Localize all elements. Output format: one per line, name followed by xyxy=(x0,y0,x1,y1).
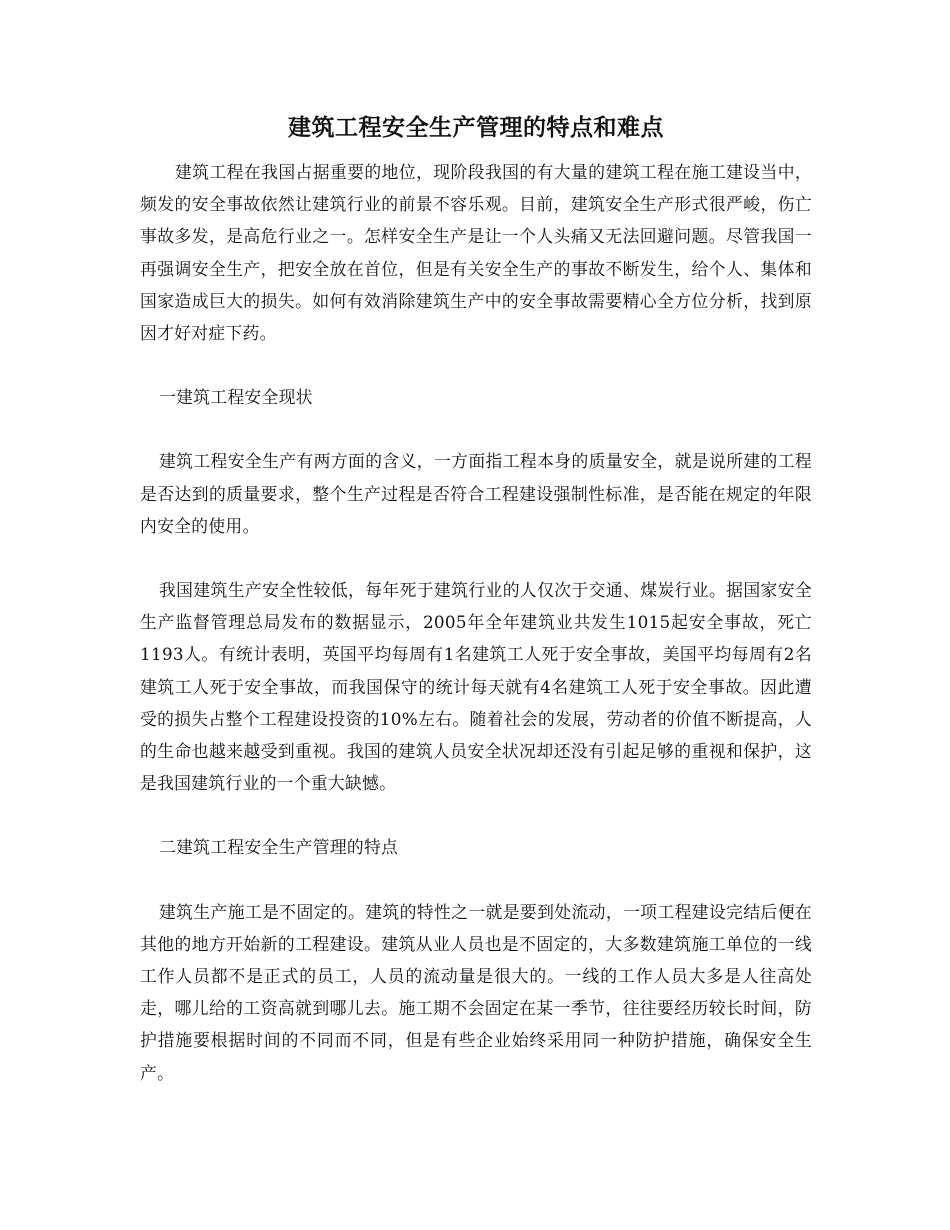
paragraph-spacer xyxy=(140,864,812,896)
paragraph-spacer xyxy=(140,799,812,831)
section-heading-1: 一建筑工程安全现状 xyxy=(159,387,313,408)
paragraph-spacer xyxy=(140,413,812,445)
section-heading-2: 二建筑工程安全生产管理的特点 xyxy=(159,837,399,858)
section2-paragraph-1: 建筑生产施工是不固定的。建筑的特性之一就是要到处流动，一项工程建设完结后便在其他的地方开始新的工程建设。建筑从业人员也是不固定的，大多数建筑施工单位的一线工作人员都不是正式的员工，人员的流动量是很大的。一线的工作人员大多是人往高处走，哪儿给的工资高就到哪儿去。施工期不会固定在某一季节，往往要经历较长时间，防护措施要根据时间的不同而不同，但是有些企业始终采用同一种防护措施，确保安全生产。 xyxy=(140,901,812,1083)
section1-paragraph-1: 建筑工程安全生产有两方面的含义，一方面指工程本身的质量安全，就是说所建的工程是否达到的质量要求，整个生产过程是否符合工程建设强制性标准，是否能在规定的年限内安全的使用。 xyxy=(140,451,812,536)
section1-paragraph-2: 我国建筑生产安全性较低，每年死于建筑行业的人仅次于交通、煤炭行业。据国家安全生产监督管理总局发布的数据显示，2005年全年建筑业共发生1015起安全事故，死亡1193人。有统计表明，英国平均每周有1名建筑工人死于安全事故，美国平均每周有2名建筑工人死于安全事故，而我国保守的统计每天就有4名建筑工人死于安全事故。因此遭受的损失占整个工程建设投资的10%左右。随着社会的发展，劳动者的价值不断提高，人的生命也越来越受到重视。我国的建筑人员安全状况却还没有引起足够的重视和保护，这是我国建筑行业的一个重大缺憾。 xyxy=(140,580,812,794)
intro-paragraph: 建筑工程在我国占据重要的地位，现阶段我国的有大量的建筑工程在施工建设当中，频发的安全事故依然让建筑行业的前景不容乐观。目前，建筑安全生产形式很严峻，伤亡事故多发，是高危行业之一。怎样安全生产是让一个人头痛又无法回避问题。尽管我国一再强调安全生产，把安全放在首位，但是有关安全生产的事故不断发生，给个人、集体和国家造成巨大的损失。如何有效消除建筑生产中的安全事故需要精心全方位分析，找到原因才好对症下药。 xyxy=(140,162,812,344)
document-title: 建筑工程安全生产管理的特点和难点 xyxy=(288,114,664,141)
paragraph-spacer xyxy=(140,349,812,381)
paragraph-spacer xyxy=(140,542,812,574)
document-page xyxy=(140,110,812,1089)
